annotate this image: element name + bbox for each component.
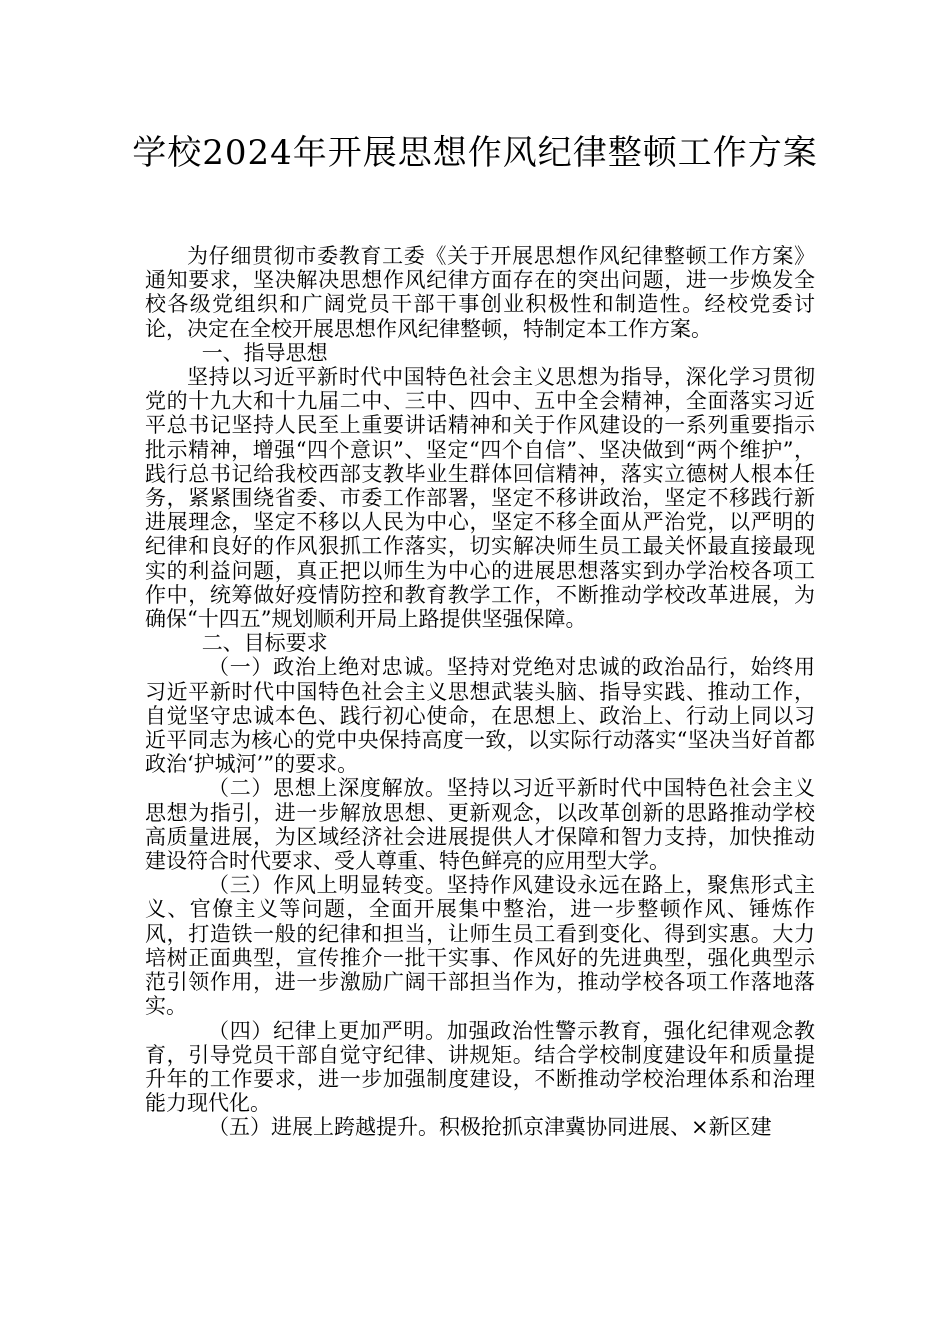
goal-item-3: （三）作风上明显转变。坚持作风建设永远在路上，聚焦形式主义、官僚主义等问题，全面开展集中整治，进一步整顿作风、锤炼作风，打造铁一般的纪律和担当，让师生员工看到变化、得到实惠。大力培树正面典型，宣传推介一批干实事、作风好的先进典型，强化典型示范引领作用，进一步激励广阔干部担当作为，推动学校各项工作落地落实。 — [145, 873, 815, 1019]
goal-item-5: （五）进展上跨越提升。积极抢抓京津冀协同进展、×新区建 — [208, 1115, 772, 1140]
section-heading-goals: 二、目标要求 — [201, 631, 328, 656]
goal-item-4: （四）纪律上更加严明。加强政治性警示教育，强化纪律观念教育，引导党员干部自觉守纪律、讲规矩。结合学校制度建设年和质量提升年的工作要求，进一步加强制度建设，不断推动学校治理体系和治理能力现代化。 — [145, 1018, 815, 1116]
intro-paragraph: 为仔细贯彻市委教育工委《关于开展思想作风纪律整顿工作方案》通知要求，坚决解决思想作风纪律方面存在的突出问题，进一步焕发全校各级党组织和广阔党员干部干事创业积极性和制造性。经校党委讨论，决定在全校开展思想作风纪律整顿，特制定本工作方案。 — [145, 244, 815, 341]
goal-item-1: （一）政治上绝对忠诚。坚持对党绝对忠诚的政治品行，始终用习近平新时代中国特色社会主义思想武装头脑、指导实践、推动工作，自觉坚守忠诚本色、践行初心使命，在思想上、政治上、行动上同以习近平同志为核心的党中央保持高度一致，以实际行动落实“坚决当好首都政治‘护城河’”的要求。 — [145, 655, 815, 777]
document-body — [145, 244, 815, 1140]
document-title: 学校2024年开展思想作风纪律整顿工作方案 — [132, 133, 818, 173]
goal-item-2: （二）思想上深度解放。坚持以习近平新时代中国特色社会主义思想为指引，进一步解放思想、更新观念，以改革创新的思路推动学校高质量进展，为区域经济社会进展提供人才保障和智力支持，加快推动建设符合时代要求、受人尊重、特色鲜亮的应用型大学。 — [145, 776, 815, 874]
guiding-thought-paragraph: 坚持以习近平新时代中国特色社会主义思想为指导，深化学习贯彻党的十九大和十九届二中、三中、四中、五中全会精神，全面落实习近平总书记坚持人民至上重要讲话精神和关于作风建设的一系列重要指示批示精神，增强“四个意识”、坚定“四个自信”、坚决做到“两个维护”，践行总书记给我校西部支教毕业生群体回信精神，落实立德树人根本任务，紧紧围绕省委、市委工作部署，坚定不移讲政治，坚定不移践行新进展理念，坚定不移以人民为中心，坚定不移全面从严治党，以严明的纪律和良好的作风狠抓工作落实，切实解决师生员工最关怀最直接最现实的利益问题，真正把以师生为中心的进展思想落实到办学治校各项工作中，统筹做好疫情防控和教育教学工作，不断推动学校改革进展，为确保“十四五”规划顺利开局上路提供坚强保障。 — [145, 365, 815, 632]
section-heading-guiding-thought: 一、指导思想 — [201, 340, 328, 365]
